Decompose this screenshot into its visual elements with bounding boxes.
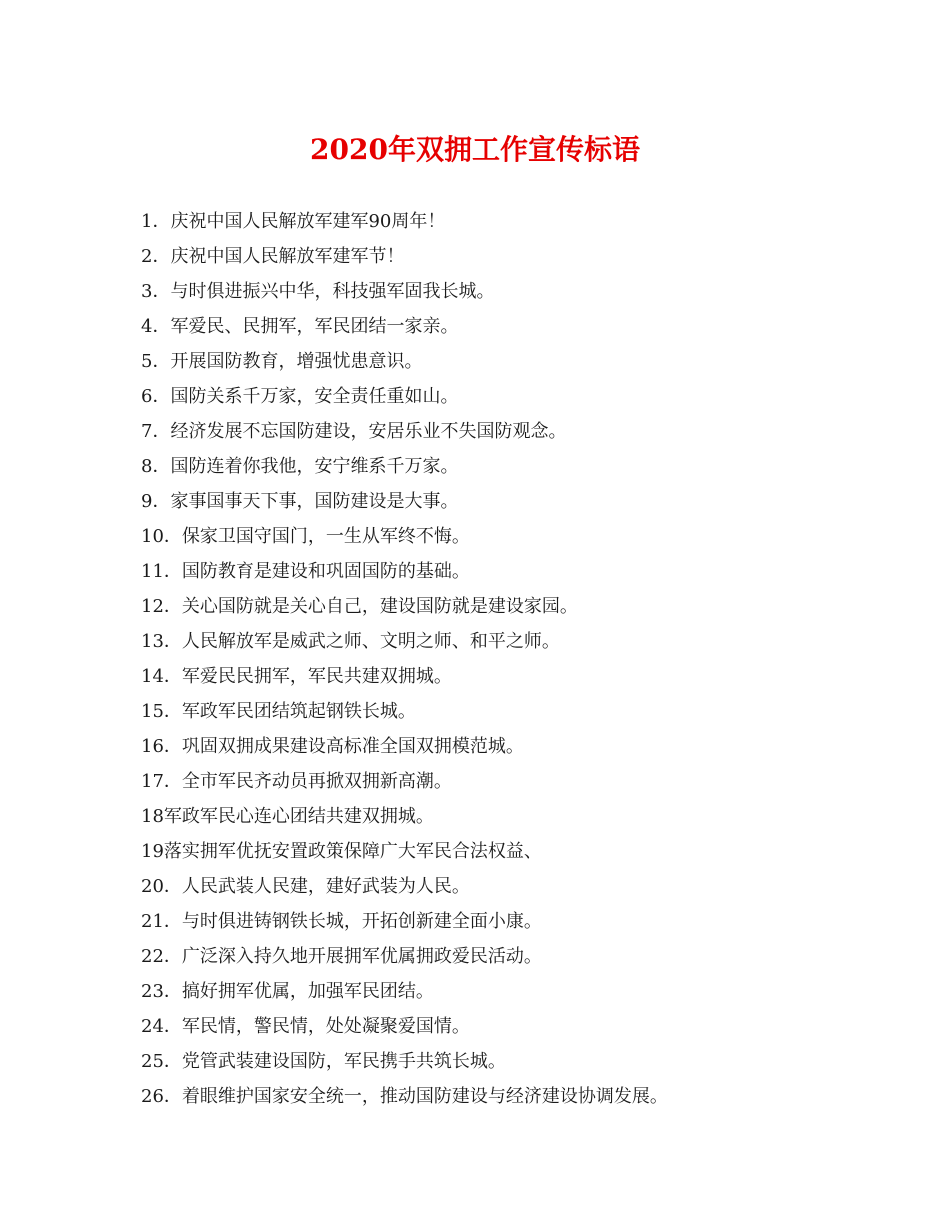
slogan-item-1: 1．庆祝中国人民解放军建军90周年！ xyxy=(141,211,446,232)
slogan-item-11: 11．国防教育是建设和巩固国防的基础。 xyxy=(141,561,470,582)
slogan-item-9: 9．家事国事天下事，国防建设是大事。 xyxy=(141,491,459,512)
slogan-item-16: 16．巩固双拥成果建设高标准全国双拥模范城。 xyxy=(141,736,524,757)
slogan-item-6: 6．国防关系千万家，安全责任重如山。 xyxy=(141,386,459,407)
slogan-item-4: 4．军爱民、民拥军，军民团结一家亲。 xyxy=(141,316,459,337)
slogan-item-25: 25．党管武装建设国防，军民携手共筑长城。 xyxy=(141,1051,506,1072)
slogan-item-8: 8．国防连着你我他，安宁维系千万家。 xyxy=(141,456,459,477)
slogan-item-23: 23．搞好拥军优属，加强军民团结。 xyxy=(141,981,434,1002)
slogan-item-20: 20．人民武装人民建，建好武装为人民。 xyxy=(141,876,470,897)
slogan-item-17: 17．全市军民齐动员再掀双拥新高潮。 xyxy=(141,771,452,792)
slogan-item-12: 12．关心国防就是关心自己，建设国防就是建设家园。 xyxy=(141,596,578,617)
slogan-item-15: 15．军政军民团结筑起钢铁长城。 xyxy=(141,701,416,722)
document-title: 2020年双拥工作宣传标语 xyxy=(310,133,640,166)
slogan-item-21: 21．与时俱进铸钢铁长城，开拓创新建全面小康。 xyxy=(141,911,542,932)
slogan-item-2: 2．庆祝中国人民解放军建军节！ xyxy=(141,246,405,267)
slogan-list xyxy=(141,204,841,1114)
slogan-item-3: 3．与时俱进振兴中华，科技强军固我长城。 xyxy=(141,281,495,302)
slogan-item-18: 18军政军民心连心团结共建双拥城。 xyxy=(141,806,434,827)
slogan-item-13: 13．人民解放军是威武之师、文明之师、和平之师。 xyxy=(141,631,560,652)
slogan-item-24: 24．军民情，警民情，处处凝聚爱国情。 xyxy=(141,1016,470,1037)
slogan-item-19: 19落实拥军优抚安置政策保障广大军民合法权益、 xyxy=(141,841,542,862)
slogan-item-10: 10．保家卫国守国门，一生从军终不悔。 xyxy=(141,526,470,547)
slogan-item-7: 7．经济发展不忘国防建设，安居乐业不失国防观念。 xyxy=(141,421,567,442)
slogan-item-5: 5．开展国防教育，增强忧患意识。 xyxy=(141,351,423,372)
slogan-item-26: 26．着眼维护国家安全统一，推动国防建设与经济建设协调发展。 xyxy=(141,1086,668,1107)
slogan-item-22: 22．广泛深入持久地开展拥军优属拥政爱民活动。 xyxy=(141,946,542,967)
slogan-item-14: 14．军爱民民拥军，军民共建双拥城。 xyxy=(141,666,452,687)
